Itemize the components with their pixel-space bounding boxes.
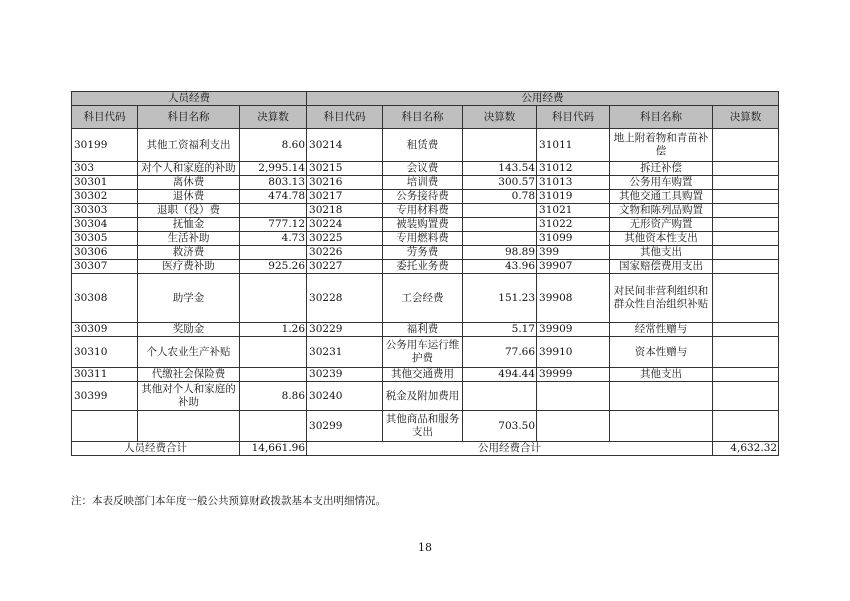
subject-code: 31022 [537,218,610,232]
amount [240,337,307,368]
amount [713,411,779,442]
subject-code: 30310 [72,337,138,368]
amount [713,337,779,368]
amount [713,246,779,260]
col-header-amount: 决算数 [463,106,537,129]
table-row [72,411,779,442]
amount [713,162,779,176]
subject-name: 经常性赠与 [610,323,713,337]
subject-code: 30304 [72,218,138,232]
subject-code: 30199 [72,129,138,162]
subject-name: 退职（役）费 [138,204,240,218]
subject-code: 30231 [307,337,383,368]
subject-name: 其他支出 [610,246,713,260]
subject-code: 30308 [72,274,138,323]
subject-name: 其他资本性支出 [610,232,713,246]
subject-code: 39907 [537,260,610,274]
subject-name: 助学金 [138,274,240,323]
subject-code: 30227 [307,260,383,274]
subject-name: 代缴社会保险费 [138,368,240,382]
subject-code: 30216 [307,176,383,190]
subject-code: 39999 [537,368,610,382]
subject-code: 303 [72,162,138,176]
amount [713,176,779,190]
subject-name: 其他交通工具购置 [610,190,713,204]
subject-name: 劳务费 [383,246,463,260]
amount: 1.26 [240,323,307,337]
subject-name: 税金及附加费用 [383,382,463,411]
subject-name: 会议费 [383,162,463,176]
subject-name: 退休费 [138,190,240,204]
col-header-code: 科目代码 [307,106,383,129]
amount [463,218,537,232]
public-total-value: 4,632.32 [713,442,779,456]
subject-code: 30399 [72,382,138,411]
table-row [72,204,779,218]
subject-code: 31011 [537,129,610,162]
subject-name: 离休费 [138,176,240,190]
amount [463,204,537,218]
public-group-header: 公用经费 [307,92,779,106]
subject-code: 39908 [537,274,610,323]
amount [713,323,779,337]
subject-name: 委托业务费 [383,260,463,274]
amount: 0.78 [463,190,537,204]
amount: 8.86 [240,382,307,411]
amount [240,274,307,323]
col-header-code: 科目代码 [72,106,138,129]
subject-name: 对个人和家庭的补助 [138,162,240,176]
subject-code: 31021 [537,204,610,218]
subject-code: 31099 [537,232,610,246]
subject-code: 39909 [537,323,610,337]
expenditure-detail-table [71,91,779,456]
table-footnote: 注：本表反映部门本年度一般公共预算财政拨款基本支出明细情况。 [71,495,386,507]
subject-code: 31012 [537,162,610,176]
table-row [72,218,779,232]
subject-code [537,411,610,442]
table-row [72,232,779,246]
public-total-label: 公用经费合计 [307,442,713,456]
subject-name: 专用材料费 [383,204,463,218]
amount: 2,995.14 [240,162,307,176]
subject-name: 被装购置费 [383,218,463,232]
amount [240,368,307,382]
subject-name: 生活补助 [138,232,240,246]
subject-name: 国家赔偿费用支出 [610,260,713,274]
subject-name: 救济费 [138,246,240,260]
subject-code: 30226 [307,246,383,260]
subject-code: 30217 [307,190,383,204]
amount: 300.57 [463,176,537,190]
amount [463,382,537,411]
col-header-code: 科目代码 [537,106,610,129]
amount: 98.89 [463,246,537,260]
amount [240,204,307,218]
group-header-row [72,92,779,106]
table-row [72,368,779,382]
subject-name: 专用燃料费 [383,232,463,246]
subject-name: 资本性赠与 [610,337,713,368]
amount [713,260,779,274]
subject-code: 30215 [307,162,383,176]
subject-code: 30307 [72,260,138,274]
amount [463,232,537,246]
subject-name: 个人农业生产补贴 [138,337,240,368]
subject-name: 其他支出 [610,368,713,382]
table-row [72,260,779,274]
table-row [72,176,779,190]
subject-name: 福利费 [383,323,463,337]
subject-code: 30225 [307,232,383,246]
amount [463,129,537,162]
col-header-amount: 决算数 [240,106,307,129]
amount: 925.26 [240,260,307,274]
amount: 8.60 [240,129,307,162]
personnel-total-label: 人员经费合计 [72,442,240,456]
subject-code [537,382,610,411]
amount [240,411,307,442]
subject-name: 公务用车购置 [610,176,713,190]
amount [713,232,779,246]
subject-name: 其他工资福利支出 [138,129,240,162]
amount [713,218,779,232]
subject-code: 30239 [307,368,383,382]
totals-row [72,442,779,456]
table-row [72,246,779,260]
subject-code: 30301 [72,176,138,190]
col-header-name: 科目名称 [383,106,463,129]
subject-name: 租赁费 [383,129,463,162]
subject-code: 30224 [307,218,383,232]
amount: 494.44 [463,368,537,382]
table-row [72,337,779,368]
subject-name: 无形资产购置 [610,218,713,232]
subject-code: 30240 [307,382,383,411]
col-header-name: 科目名称 [610,106,713,129]
subject-name [138,411,240,442]
subject-code: 30218 [307,204,383,218]
table-row [72,162,779,176]
subject-name: 抚恤金 [138,218,240,232]
subject-name: 其他对个人和家庭的补助 [138,382,240,411]
amount [713,382,779,411]
table-row [72,190,779,204]
amount: 703.50 [463,411,537,442]
subject-code: 30311 [72,368,138,382]
amount [240,246,307,260]
subject-code: 30303 [72,204,138,218]
amount: 143.54 [463,162,537,176]
amount [713,190,779,204]
subject-code: 30299 [307,411,383,442]
amount [713,129,779,162]
table-row [72,323,779,337]
subject-name: 文物和陈列品购置 [610,204,713,218]
subject-code: 30306 [72,246,138,260]
amount: 777.12 [240,218,307,232]
subject-code: 30305 [72,232,138,246]
subject-name: 对民间非营利组织和群众性自治组织补贴 [610,274,713,323]
subject-name: 培训费 [383,176,463,190]
amount: 803.13 [240,176,307,190]
subject-name: 医疗费补助 [138,260,240,274]
table-row [72,274,779,323]
subject-name: 奖励金 [138,323,240,337]
subject-name: 地上附着物和青苗补偿 [610,129,713,162]
table-row [72,129,779,162]
subject-name: 拆迁补偿 [610,162,713,176]
subject-code [72,411,138,442]
personnel-group-header: 人员经费 [72,92,307,106]
amount: 151.23 [463,274,537,323]
subject-code: 399 [537,246,610,260]
subject-code: 31013 [537,176,610,190]
amount: 4.73 [240,232,307,246]
subject-code: 39910 [537,337,610,368]
subject-code: 30229 [307,323,383,337]
amount [713,274,779,323]
subject-code: 30228 [307,274,383,323]
subject-name: 工会经费 [383,274,463,323]
subject-code: 30214 [307,129,383,162]
subject-name: 公务接待费 [383,190,463,204]
subject-name [610,382,713,411]
col-header-name: 科目名称 [138,106,240,129]
page-number: 18 [418,541,432,554]
amount: 43.96 [463,260,537,274]
subject-code: 30302 [72,190,138,204]
table-row [72,382,779,411]
subject-name [610,411,713,442]
personnel-total-value: 14,661.96 [240,442,307,456]
subject-name: 其他交通费用 [383,368,463,382]
amount: 474.78 [240,190,307,204]
amount: 5.17 [463,323,537,337]
subject-name: 公务用车运行维护费 [383,337,463,368]
subject-name: 其他商品和服务支出 [383,411,463,442]
amount [713,368,779,382]
column-header-row [72,106,779,129]
subject-code: 31019 [537,190,610,204]
amount [713,204,779,218]
col-header-amount: 决算数 [713,106,779,129]
amount: 77.66 [463,337,537,368]
subject-code: 30309 [72,323,138,337]
